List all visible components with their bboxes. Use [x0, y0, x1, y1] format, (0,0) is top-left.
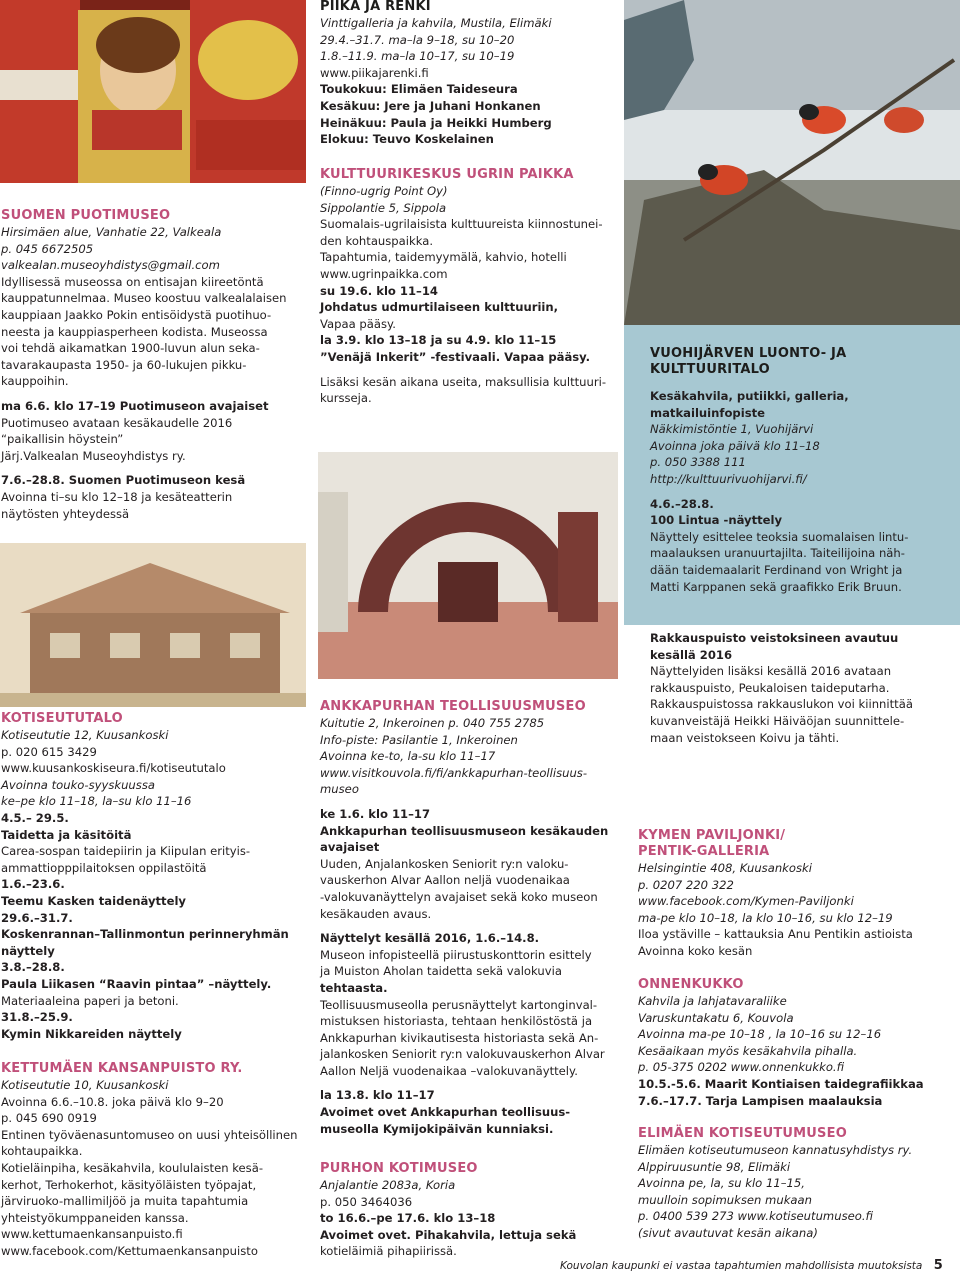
text-line: ja Muiston Aholan taidetta sekä valokuvia — [320, 964, 562, 979]
vuohi-lines — [650, 388, 955, 595]
text-line: p. 050 3388 111 — [650, 455, 746, 470]
text-line: jalankosken Seniorit ry:n valokuvauskerhon Alvar — [320, 1047, 605, 1062]
text-line: Uuden, Anjalankosken Seniorit ry:n valoku- — [320, 856, 569, 871]
text-line: Museon infopisteellä piirustuskonttorin esittely — [320, 947, 592, 962]
text-line: to 16.6.–pe 17.6. klo 13–18 — [320, 1211, 496, 1226]
text-line: Näkkimistöntie 1, Vuohijärvi — [650, 422, 814, 437]
text-line: kerhot, Terhokerhot, käsityöläisten työpajat, — [1, 1177, 257, 1192]
text-line: Suomalais-ugrilaisista kulttuureista kiinnostunei- — [320, 217, 603, 232]
text-line: Rakkauspuisto veistoksineen avautuu — [650, 631, 899, 645]
ankka-lines — [320, 715, 620, 1137]
text-line: p. 05-375 0202 www.onnenkukko.fi — [638, 1060, 845, 1075]
text-line: Näyttely esittelee teoksia suomalaisen lintu- — [650, 529, 909, 544]
turbine-hall-photo — [318, 452, 618, 679]
text-line: la 13.8. klo 11–17 — [320, 1088, 435, 1103]
text-line: yhteistyökumppaneiden kanssa. — [1, 1210, 189, 1225]
text-line: 4.6.–28.8. — [650, 496, 714, 511]
villa-illustration — [0, 543, 306, 707]
text-line: Entinen työväenasuntomuseo on uusi yhteisöllinen — [1, 1127, 298, 1142]
spacer — [650, 488, 955, 496]
spacer — [1, 464, 306, 472]
elimaen-lines — [638, 1142, 958, 1242]
piika-heading: PIIKA JA RENKI — [320, 0, 431, 14]
kymen-section — [638, 828, 958, 960]
vuohi-heading-1: VUOHIJÄRVEN LUONTO- JA — [650, 346, 847, 361]
text-line: Kotiseututie 12, Kuusankoski — [1, 728, 169, 742]
text-line: p. 020 615 3429 — [1, 744, 97, 759]
text-line: p. 0400 539 273 www.kotiseutumuseo.fi — [638, 1209, 874, 1224]
spacer — [320, 922, 620, 930]
text-line: avajaiset — [320, 840, 380, 855]
spacer — [320, 798, 620, 806]
text-line: Johdatus udmurtilaiseen kulttuuriin, — [320, 300, 559, 315]
text-line: www.piikajarenki.fi — [320, 65, 429, 80]
text-line: Avoinna touko-syyskuussa — [1, 777, 155, 792]
text-line: kohtaupaikka. — [1, 1144, 83, 1159]
text-line: Kuitutie 2, Inkeroinen p. 040 755 2785 — [320, 716, 545, 730]
text-line: maalauksen uranuurtajilta. Taiteilijoina näh- — [650, 546, 905, 561]
text-line: Avoinna ke-to, la-su klo 11–17 — [320, 749, 496, 764]
kotiseutu-heading: KOTISEUTUTALO — [1, 711, 123, 726]
text-line: Teemu Kasken taidenäyttely — [1, 893, 186, 908]
text-line: kotieläimiä pihapiirissä. — [320, 1244, 457, 1259]
text-line: Koskenrannan–Tallinmontun perinneryhmän — [1, 927, 289, 942]
text-line: su 19.6. klo 11–14 — [320, 283, 438, 298]
text-line: Puotimuseo avataan kesäkaudelle 2016 — [1, 415, 233, 430]
kettu-section — [1, 1061, 306, 1260]
text-line: Ankkapurhan kivikautisesta historiasta sekä An- — [320, 1030, 599, 1045]
text-line: Kesäaikaan myös kesäkahvila pihalla. — [638, 1043, 858, 1058]
spacer — [320, 366, 620, 374]
text-line: näytösten yhteydessä — [1, 506, 130, 521]
text-line: kauppatunnelmaa. Museo koostuu valkealalaisen — [1, 291, 287, 306]
rakkaus-section — [650, 630, 955, 746]
text-line: mistuksen historiasta, tehtaan henkilöstöstä ja — [320, 1014, 593, 1029]
text-line: Taidetta ja käsitöitä — [1, 827, 132, 842]
bullfinch-illustration — [624, 0, 960, 325]
text-line: http://kulttuurivuohijarvi.fi/ — [650, 471, 807, 486]
text-line: museo — [320, 782, 359, 797]
text-line: kursseja. — [320, 391, 372, 406]
text-line: Lisäksi kesän aikana useita, maksullisia kulttuuri- — [320, 374, 607, 389]
text-line: Ankkapurhan teollisuusmuseon kesäkauden — [320, 823, 609, 838]
text-line: tavarakaupasta 1950- ja 60-lukujen pikku- — [1, 357, 247, 372]
onnen-lines — [638, 993, 958, 1109]
text-line: Vinttigalleria ja kahvila, Mustila, Elimäki — [320, 16, 552, 30]
text-line: rakkauspuisto, Peukaloisen taideputarha. — [650, 680, 890, 695]
text-line: Iloa ystäville – kattauksia Anu Pentikin astioista — [638, 927, 913, 942]
text-line: kesällä 2016 — [650, 647, 733, 662]
kotiseutu-lines — [1, 727, 306, 1042]
text-line: valkealan.museoyhdistys@gmail.com — [1, 258, 220, 273]
text-line: (Finno-ugrig Point Oy) — [320, 184, 448, 198]
spacer — [320, 1079, 620, 1087]
text-line: Avoimet ovet Ankkapurhan teollisuus- — [320, 1105, 571, 1120]
text-line: ”Venäjä Inkerit” -festivaali. Vapaa pääsy. — [320, 349, 591, 364]
text-line: Avoinna ti–su klo 12–18 ja kesäteatterin — [1, 489, 233, 504]
text-line: -valokuvanäyttelyn avajaiset sekä koko museon — [320, 889, 598, 904]
text-line: ke–pe klo 11–18, la–su klo 11–16 — [1, 794, 192, 809]
text-line: ma-pe klo 10–18, la klo 10–16, su klo 12–19 — [638, 910, 893, 925]
text-line: Hirsimäen alue, Vanhatie 22, Valkeala — [1, 225, 222, 239]
text-line: matkailuinfopiste — [650, 405, 765, 420]
text-line: näyttely — [1, 943, 55, 958]
text-line: Teollisuusmuseolla perusnäyttelyt kartonginval- — [320, 997, 598, 1012]
text-line: 1.8.–11.9. ma–la 10–17, su 10–19 — [320, 49, 515, 64]
text-line: www.facebook.com/Kettumaenkansanpuisto — [1, 1243, 258, 1258]
elimaen-section — [638, 1126, 958, 1242]
text-line: “paikallisin höystein” — [1, 432, 124, 447]
text-line: Carea-sospan taidepiirin ja Kiipulan erityis- — [1, 844, 251, 859]
footer — [560, 1258, 955, 1276]
text-line: kuvanveistäjä Heikki Häiväöjan suunnittele- — [650, 713, 905, 728]
footer-disclaimer: Kouvolan kaupunki ei vastaa tapahtumien mahdollisista muutoksista — [560, 1260, 923, 1272]
text-line: Kahvila ja lahjatavaraliike — [638, 994, 787, 1008]
text-line: Anjalantie 2083a, Koria — [320, 1178, 456, 1192]
text-line: Heinäkuu: Paula ja Heikki Humberg — [320, 115, 552, 130]
ankka-heading: ANKKAPURHAN TEOLLISUUSMUSEO — [320, 699, 586, 714]
vuohi-heading-2: KULTTUURITALO — [650, 362, 770, 377]
text-line: Helsingintie 408, Kuusankoski — [638, 861, 812, 875]
text-line: Avoinna pe, la, su klo 11–15, — [638, 1176, 805, 1191]
bullfinch-painting — [624, 0, 960, 325]
page-number: 5 — [933, 1258, 943, 1273]
text-line: Info-piste: Pasilantie 1, Inkeroinen — [320, 732, 518, 747]
text-line: Näyttelyiden lisäksi kesällä 2016 avataan — [650, 664, 892, 679]
text-line: Aallon Neljä vuodenaikaa –valokuvanäyttely. — [320, 1063, 578, 1078]
text-line: p. 045 6672505 — [1, 241, 94, 256]
text-line: muulloin sopimuksen mukaan — [638, 1192, 812, 1207]
text-line: (sivut avautuvat kesän aikana) — [638, 1225, 818, 1240]
text-line: kauppoihin. — [1, 374, 69, 389]
text-line: la 3.9. klo 13–18 ja su 4.9. klo 11–15 — [320, 333, 557, 348]
text-line: 3.8.–28.8. — [1, 960, 65, 975]
text-line: neesta ja kauppiasperheen kodista. Museossa — [1, 324, 268, 339]
purhon-section — [320, 1161, 620, 1260]
purhon-lines — [320, 1177, 620, 1260]
kettu-lines — [1, 1077, 306, 1260]
kotiseutu-section — [1, 711, 306, 1042]
onnen-heading: ONNENKUKKO — [638, 977, 744, 992]
text-line: Materiaaleina paperi ja betoni. — [1, 993, 179, 1008]
text-line: 100 Lintua -näyttely — [650, 513, 783, 528]
text-line: p. 045 690 0919 — [1, 1111, 97, 1126]
text-line: Kymin Nikkareiden näyttely — [1, 1026, 182, 1041]
text-line: www.visitkouvola.fi/fi/ankkapurhan-teollisuus- — [320, 765, 588, 780]
text-line: p. 050 3464036 — [320, 1194, 413, 1209]
text-line: Tapahtumia, taidemyymälä, kahvio, hotelli — [320, 250, 567, 265]
tins-illustration — [0, 0, 306, 183]
text-line: ma 6.6. klo 17–19 Puotimuseon avajaiset — [1, 398, 269, 413]
text-line: www.ugrinpaikka.com — [320, 266, 448, 281]
ankka-section — [320, 699, 620, 1137]
text-line: Vapaa pääsy. — [320, 316, 396, 331]
ugrin-section — [320, 167, 620, 407]
text-line: Näyttelyt kesällä 2016, 1.6.–14.8. — [320, 931, 540, 946]
text-line: Elokuu: Teuvo Koskelainen — [320, 132, 494, 147]
text-line: 7.6.–28.8. Suomen Puotimuseon kesä — [1, 473, 246, 488]
ugrin-lines — [320, 183, 620, 407]
puoti-lines — [1, 224, 306, 522]
text-line: www.kettumaenkansanpuisto.fi — [1, 1227, 183, 1242]
text-line: vauskerhon Alvar Aallon neljä vuodenaikaa — [320, 873, 570, 888]
text-line: kauppiaan Jaakko Pokin entisöidystä puotihuo- — [1, 307, 272, 322]
piika-lines — [320, 15, 620, 148]
puoti-section — [1, 208, 306, 522]
elimaen-heading: ELIMÄEN KOTISEUTUMUSEO — [638, 1126, 847, 1141]
text-line: maan veistokseen Koivu ja tähti. — [650, 730, 840, 745]
text-line: Varuskuntakatu 6, Kouvola — [638, 1010, 794, 1025]
text-line: Alppiruusuntie 98, Elimäki — [638, 1159, 791, 1174]
text-line: Rakkauspuistossa rakkauslukon voi kiinnittää — [650, 697, 913, 712]
rakkaus-lines — [650, 630, 955, 746]
text-line: Matti Karppanen sekä graafikko Erik Bruun. — [650, 579, 902, 594]
text-line: Paula Liikasen “Raavin pintaa” –näyttely. — [1, 976, 272, 991]
text-line: dään taidemaalarit Ferdinand von Wright ja — [650, 562, 903, 577]
wooden-villa-watercolor — [0, 543, 306, 707]
text-line: www.kuusankoskiseura.fi/kotiseututalo — [1, 761, 226, 776]
text-line: Avoinna 6.6.–10.8. joka päivä klo 9–20 — [1, 1094, 224, 1109]
text-line: ke 1.6. klo 11–17 — [320, 806, 431, 821]
piika-section — [320, 0, 620, 148]
puoti-heading: SUOMEN PUOTIMUSEO — [1, 208, 171, 223]
kymen-heading-1: KYMEN PAVILJONKI/ — [638, 828, 786, 843]
kymen-heading-2: PENTIK-GALLERIA — [638, 844, 770, 859]
text-line: 29.6.–31.7. — [1, 910, 73, 925]
ugrin-heading: KULTTUURIKESKUS UGRIN PAIKKA — [320, 167, 574, 182]
text-line: Elimäen kotiseutumuseon kannatusyhdistys ry. — [638, 1143, 913, 1157]
text-line: Avoinna koko kesän — [638, 943, 753, 958]
text-line: kesäkauden avaus. — [320, 906, 432, 921]
text-line: 7.6.–17.7. Tarja Lampisen maalauksia — [638, 1093, 883, 1108]
text-line: Avoinna ma-pe 10–18 , la 10–16 su 12–16 — [638, 1027, 882, 1042]
text-line: Toukokuu: Elimäen Taideseura — [320, 82, 518, 97]
turbine-illustration — [318, 452, 618, 679]
text-line: voi tehdä aikamatkan 1900-luvun alun seka- — [1, 341, 260, 356]
text-line: Sippolantie 5, Sippola — [320, 200, 447, 215]
text-line: Avoinna joka päivä klo 11–18 — [650, 438, 820, 453]
text-line: p. 0207 220 322 — [638, 877, 734, 892]
text-line: 10.5.-5.6. Maarit Kontiaisen taidegrafiikkaa — [638, 1076, 924, 1091]
text-line: tehtaasta. — [320, 980, 388, 995]
text-line: den kohtauspaikka. — [320, 233, 434, 248]
text-line: 4.5.– 29.5. — [1, 810, 69, 825]
coffee-tins-photo — [0, 0, 306, 183]
spacer — [1, 390, 306, 398]
vuohi-section — [650, 346, 955, 595]
text-line: Kotiseututie 10, Kuusankoski — [1, 1078, 169, 1092]
kymen-lines — [638, 860, 958, 960]
text-line: ammattiopppilaitoksen oppilastöitä — [1, 860, 207, 875]
onnen-section — [638, 977, 958, 1109]
text-line: Avoimet ovet. Pihakahvila, lettuja sekä — [320, 1227, 577, 1242]
purhon-heading: PURHON KOTIMUSEO — [320, 1161, 478, 1176]
text-line: 29.4.–31.7. ma–la 9–18, su 10–20 — [320, 32, 515, 47]
text-line: Kesäkuu: Jere ja Juhani Honkanen — [320, 98, 541, 113]
text-line: museolla Kymijokipäivän kunniaksi. — [320, 1121, 554, 1136]
text-line: Järj.Valkealan Museoyhdistys ry. — [1, 448, 186, 463]
kettu-heading: KETTUMÄEN KANSANPUISTO RY. — [1, 1061, 243, 1076]
text-line: Kesäkahvila, putiikki, galleria, — [650, 389, 849, 403]
text-line: 31.8.–25.9. — [1, 1010, 73, 1025]
text-line: Idyllisessä museossa on entisajan kiireetöntä — [1, 274, 264, 289]
text-line: www.facebook.com/Kymen-Paviljonki — [638, 894, 854, 909]
text-line: 1.6.–23.6. — [1, 877, 65, 892]
text-line: Kotieläinpiha, kesäkahvila, koululaisten kesä- — [1, 1160, 264, 1175]
text-line: järviruoko-mallimiljöö ja muita tapahtumia — [1, 1194, 249, 1209]
